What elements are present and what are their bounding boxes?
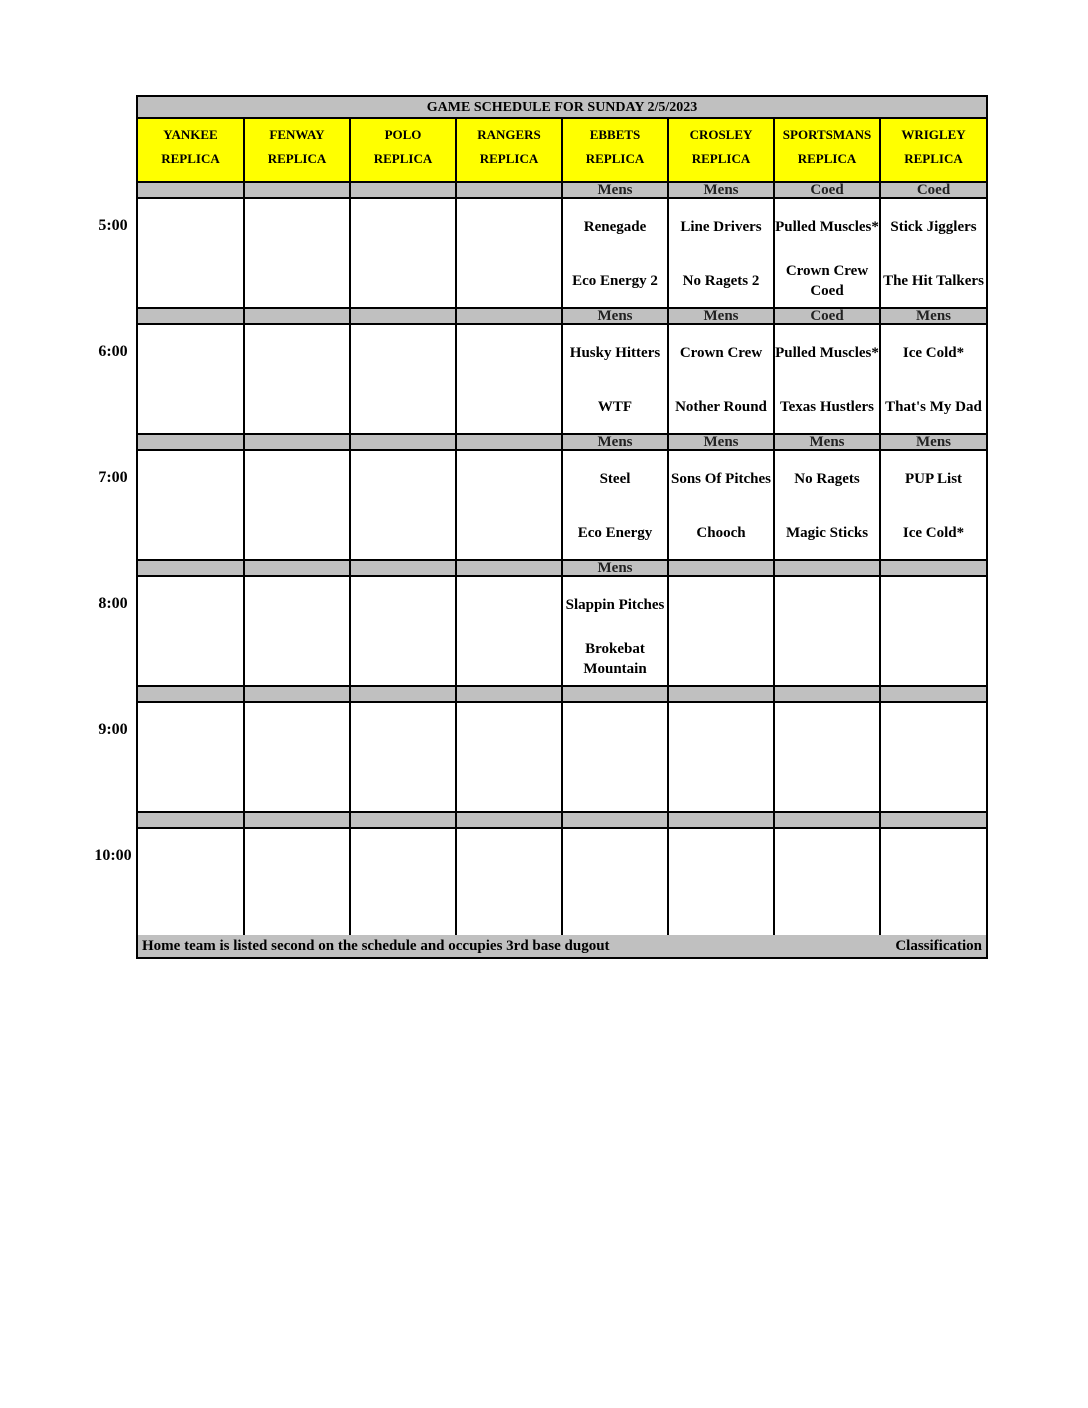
field-type: REPLICA — [161, 151, 220, 166]
game-cell — [245, 577, 351, 687]
home-team — [245, 511, 349, 555]
visiting-team: No Ragets — [794, 471, 860, 487]
game-cell — [669, 829, 775, 935]
classification-cell — [351, 813, 457, 829]
home-team — [775, 889, 879, 933]
classification-cell — [351, 309, 457, 325]
field-header-sportsmans — [775, 119, 881, 183]
classification-cell: Mens — [563, 309, 669, 325]
field-header-crosley — [669, 119, 775, 183]
game-cell — [351, 703, 457, 813]
visiting-team — [351, 331, 455, 375]
home-team: WTF — [597, 399, 633, 415]
visiting-team — [245, 457, 349, 501]
classification-cell — [457, 687, 563, 703]
game-cell — [881, 577, 986, 687]
time-label: 5:00 — [98, 217, 128, 234]
visiting-team — [563, 709, 667, 753]
classification-cell: Mens — [669, 309, 775, 325]
classification-cell — [245, 309, 351, 325]
home-team — [457, 511, 561, 555]
field-name: FENWAY — [269, 127, 325, 142]
game-cell — [245, 199, 351, 309]
visiting-team — [138, 457, 243, 501]
game-cell — [138, 199, 245, 309]
game-cell — [775, 451, 881, 561]
home-team — [351, 763, 455, 807]
game-cell — [245, 451, 351, 561]
classification-cell — [775, 561, 881, 577]
field-header-yankee — [138, 119, 245, 183]
home-team — [563, 889, 667, 933]
home-team: Crown Crew Coed — [785, 263, 869, 299]
game-cell — [563, 451, 669, 561]
home-team: Magic Sticks — [785, 525, 869, 541]
game-cell — [669, 325, 775, 435]
home-team: That's My Dad — [885, 399, 982, 415]
game-cell — [457, 703, 563, 813]
home-team — [138, 889, 243, 933]
visiting-team: Stick Jigglers — [890, 219, 977, 235]
classification-cell — [457, 435, 563, 451]
game-cell — [351, 451, 457, 561]
footer-legend: Classification — [895, 938, 982, 954]
classification-cell: Coed — [881, 183, 986, 199]
visiting-team — [245, 835, 349, 879]
classification-cell — [351, 183, 457, 199]
classification-cell: Mens — [563, 183, 669, 199]
visiting-team — [351, 205, 455, 249]
classification-cell: Mens — [881, 435, 986, 451]
field-type: REPLICA — [691, 151, 751, 166]
visiting-team — [881, 709, 986, 753]
classification-cell — [138, 687, 245, 703]
classification-cell — [245, 435, 351, 451]
home-team — [245, 637, 349, 681]
home-team — [351, 511, 455, 555]
game-cell — [881, 703, 986, 813]
home-team — [457, 385, 561, 429]
visiting-team — [245, 583, 349, 627]
classification-cell: Mens — [775, 435, 881, 451]
game-cell — [457, 199, 563, 309]
classification-cell: Mens — [563, 561, 669, 577]
home-team: Chooch — [696, 525, 746, 541]
visiting-team: Slappin Pitches — [565, 597, 665, 613]
classification-cell: Mens — [563, 435, 669, 451]
game-cell — [775, 829, 881, 935]
field-type: REPLICA — [479, 151, 539, 166]
home-team — [775, 763, 879, 807]
field-header-polo — [351, 119, 457, 183]
schedule-table — [136, 95, 988, 959]
home-team — [457, 637, 561, 681]
game-cell — [881, 325, 986, 435]
visiting-team: Ice Cold* — [902, 345, 965, 361]
visiting-team: Husky Hitters — [569, 345, 661, 361]
game-cell — [563, 703, 669, 813]
visiting-team — [881, 583, 986, 627]
visiting-team — [457, 709, 561, 753]
home-team — [669, 637, 773, 681]
visiting-team — [881, 835, 986, 879]
classification-cell: Coed — [775, 183, 881, 199]
classification-cell — [457, 309, 563, 325]
field-name: POLO — [384, 127, 422, 142]
home-team — [245, 763, 349, 807]
home-team: The Hit Talkers — [883, 273, 984, 289]
field-header-fenway — [245, 119, 351, 183]
classification-cell — [563, 813, 669, 829]
game-cell — [138, 325, 245, 435]
field-type: REPLICA — [267, 151, 327, 166]
visiting-team: Line Drivers — [680, 219, 762, 235]
home-team: Ice Cold* — [902, 525, 965, 541]
game-cell — [775, 703, 881, 813]
classification-cell — [457, 561, 563, 577]
footer-note: Home team is listed second on the schedule and occupies 3rd base dugout — [142, 938, 610, 954]
classification-cell — [669, 687, 775, 703]
classification-cell — [138, 813, 245, 829]
game-cell — [563, 199, 669, 309]
field-type: REPLICA — [797, 151, 857, 166]
game-cell — [245, 325, 351, 435]
game-cell — [351, 325, 457, 435]
visiting-team — [457, 583, 561, 627]
visiting-team — [138, 709, 243, 753]
home-team — [351, 259, 455, 303]
visiting-team — [138, 205, 243, 249]
game-cell — [138, 451, 245, 561]
game-cell — [669, 577, 775, 687]
home-team — [138, 259, 243, 303]
classification-cell — [881, 561, 986, 577]
field-type: REPLICA — [904, 151, 963, 166]
visiting-team — [138, 331, 243, 375]
field-header-ebbets — [563, 119, 669, 183]
game-cell — [669, 703, 775, 813]
classification-cell — [457, 183, 563, 199]
visiting-team: Crown Crew — [679, 345, 763, 361]
schedule-title: GAME SCHEDULE FOR SUNDAY 2/5/2023 — [138, 97, 986, 119]
classification-cell — [245, 687, 351, 703]
home-team — [245, 385, 349, 429]
time-label: 7:00 — [98, 469, 128, 486]
classification-cell — [245, 183, 351, 199]
classification-cell — [245, 561, 351, 577]
visiting-team — [138, 583, 243, 627]
game-cell — [138, 577, 245, 687]
game-cell — [457, 325, 563, 435]
classification-cell: Mens — [881, 309, 986, 325]
field-name: WRIGLEY — [901, 127, 966, 142]
visiting-team — [351, 835, 455, 879]
visiting-team — [351, 583, 455, 627]
visiting-team — [669, 583, 773, 627]
classification-cell — [138, 183, 245, 199]
visiting-team — [669, 835, 773, 879]
classification-cell — [138, 435, 245, 451]
game-cell — [563, 325, 669, 435]
classification-cell — [881, 687, 986, 703]
field-name: SPORTSMANS — [782, 127, 872, 142]
field-name: YANKEE — [163, 127, 218, 142]
classification-cell — [669, 813, 775, 829]
visiting-team — [775, 583, 879, 627]
home-team — [351, 385, 455, 429]
field-name: EBBETS — [589, 127, 641, 142]
home-team: Nother Round — [675, 399, 767, 415]
home-team — [881, 763, 986, 807]
home-team — [457, 889, 561, 933]
visiting-team — [457, 457, 561, 501]
visiting-team — [669, 709, 773, 753]
game-cell — [351, 577, 457, 687]
game-cell — [775, 577, 881, 687]
visiting-team: Steel — [599, 471, 631, 487]
visiting-team — [351, 457, 455, 501]
time-label: 6:00 — [98, 343, 128, 360]
visiting-team: Pulled Muscles* — [775, 345, 879, 361]
game-cell — [138, 829, 245, 935]
classification-cell: Mens — [669, 183, 775, 199]
visiting-team — [457, 205, 561, 249]
visiting-team — [563, 835, 667, 879]
classification-cell — [138, 309, 245, 325]
visiting-team — [245, 709, 349, 753]
classification-cell — [775, 813, 881, 829]
game-cell — [138, 703, 245, 813]
visiting-team: Pulled Muscles* — [775, 219, 879, 235]
visiting-team — [245, 331, 349, 375]
field-type: REPLICA — [373, 151, 433, 166]
visiting-team — [457, 331, 561, 375]
field-name: CROSLEY — [689, 127, 753, 142]
home-team: Eco Energy — [577, 525, 653, 541]
game-cell — [351, 829, 457, 935]
game-cell — [881, 829, 986, 935]
classification-cell — [881, 813, 986, 829]
home-team: Brokebat Mountain — [583, 641, 647, 677]
game-cell — [245, 829, 351, 935]
visiting-team: Sons Of Pitches — [670, 471, 771, 487]
visiting-team: PUP List — [904, 471, 963, 487]
time-label: 10:00 — [94, 847, 132, 864]
home-team — [457, 763, 561, 807]
home-team: Texas Hustlers — [779, 399, 875, 415]
classification-cell — [138, 561, 245, 577]
home-team — [351, 889, 455, 933]
game-cell — [669, 199, 775, 309]
home-team — [245, 889, 349, 933]
game-cell — [669, 451, 775, 561]
game-cell — [775, 199, 881, 309]
home-team — [881, 637, 986, 681]
home-team: Eco Energy 2 — [572, 273, 658, 289]
visiting-team — [138, 835, 243, 879]
home-team — [457, 259, 561, 303]
home-team — [669, 889, 773, 933]
time-label: 9:00 — [98, 721, 128, 738]
visiting-team — [457, 835, 561, 879]
classification-cell — [351, 561, 457, 577]
classification-cell: Coed — [775, 309, 881, 325]
field-header-rangers — [457, 119, 563, 183]
home-team — [775, 637, 879, 681]
field-name: RANGERS — [477, 127, 541, 142]
home-team — [245, 259, 349, 303]
game-cell — [775, 325, 881, 435]
game-cell — [457, 829, 563, 935]
home-team — [138, 637, 243, 681]
game-cell — [881, 451, 986, 561]
game-cell — [881, 199, 986, 309]
home-team — [881, 889, 986, 933]
visiting-team — [775, 835, 879, 879]
visiting-team — [351, 709, 455, 753]
field-type: REPLICA — [585, 151, 645, 166]
home-team — [351, 637, 455, 681]
footer-bar — [138, 935, 986, 957]
game-cell — [351, 199, 457, 309]
game-cell — [457, 577, 563, 687]
visiting-team — [775, 709, 879, 753]
time-label: 8:00 — [98, 595, 128, 612]
visiting-team: Renegade — [583, 219, 647, 235]
field-header-wrigley — [881, 119, 986, 183]
classification-cell — [245, 813, 351, 829]
home-team: No Ragets 2 — [682, 273, 760, 289]
game-cell — [245, 703, 351, 813]
game-cell — [563, 829, 669, 935]
game-cell — [563, 577, 669, 687]
home-team — [563, 763, 667, 807]
home-team — [138, 763, 243, 807]
classification-cell: Mens — [669, 435, 775, 451]
classification-cell — [351, 435, 457, 451]
visiting-team — [245, 205, 349, 249]
home-team — [669, 763, 773, 807]
classification-cell — [563, 687, 669, 703]
home-team — [138, 385, 243, 429]
game-cell — [457, 451, 563, 561]
classification-cell — [775, 687, 881, 703]
classification-cell — [351, 687, 457, 703]
classification-cell — [669, 561, 775, 577]
classification-cell — [457, 813, 563, 829]
home-team — [138, 511, 243, 555]
